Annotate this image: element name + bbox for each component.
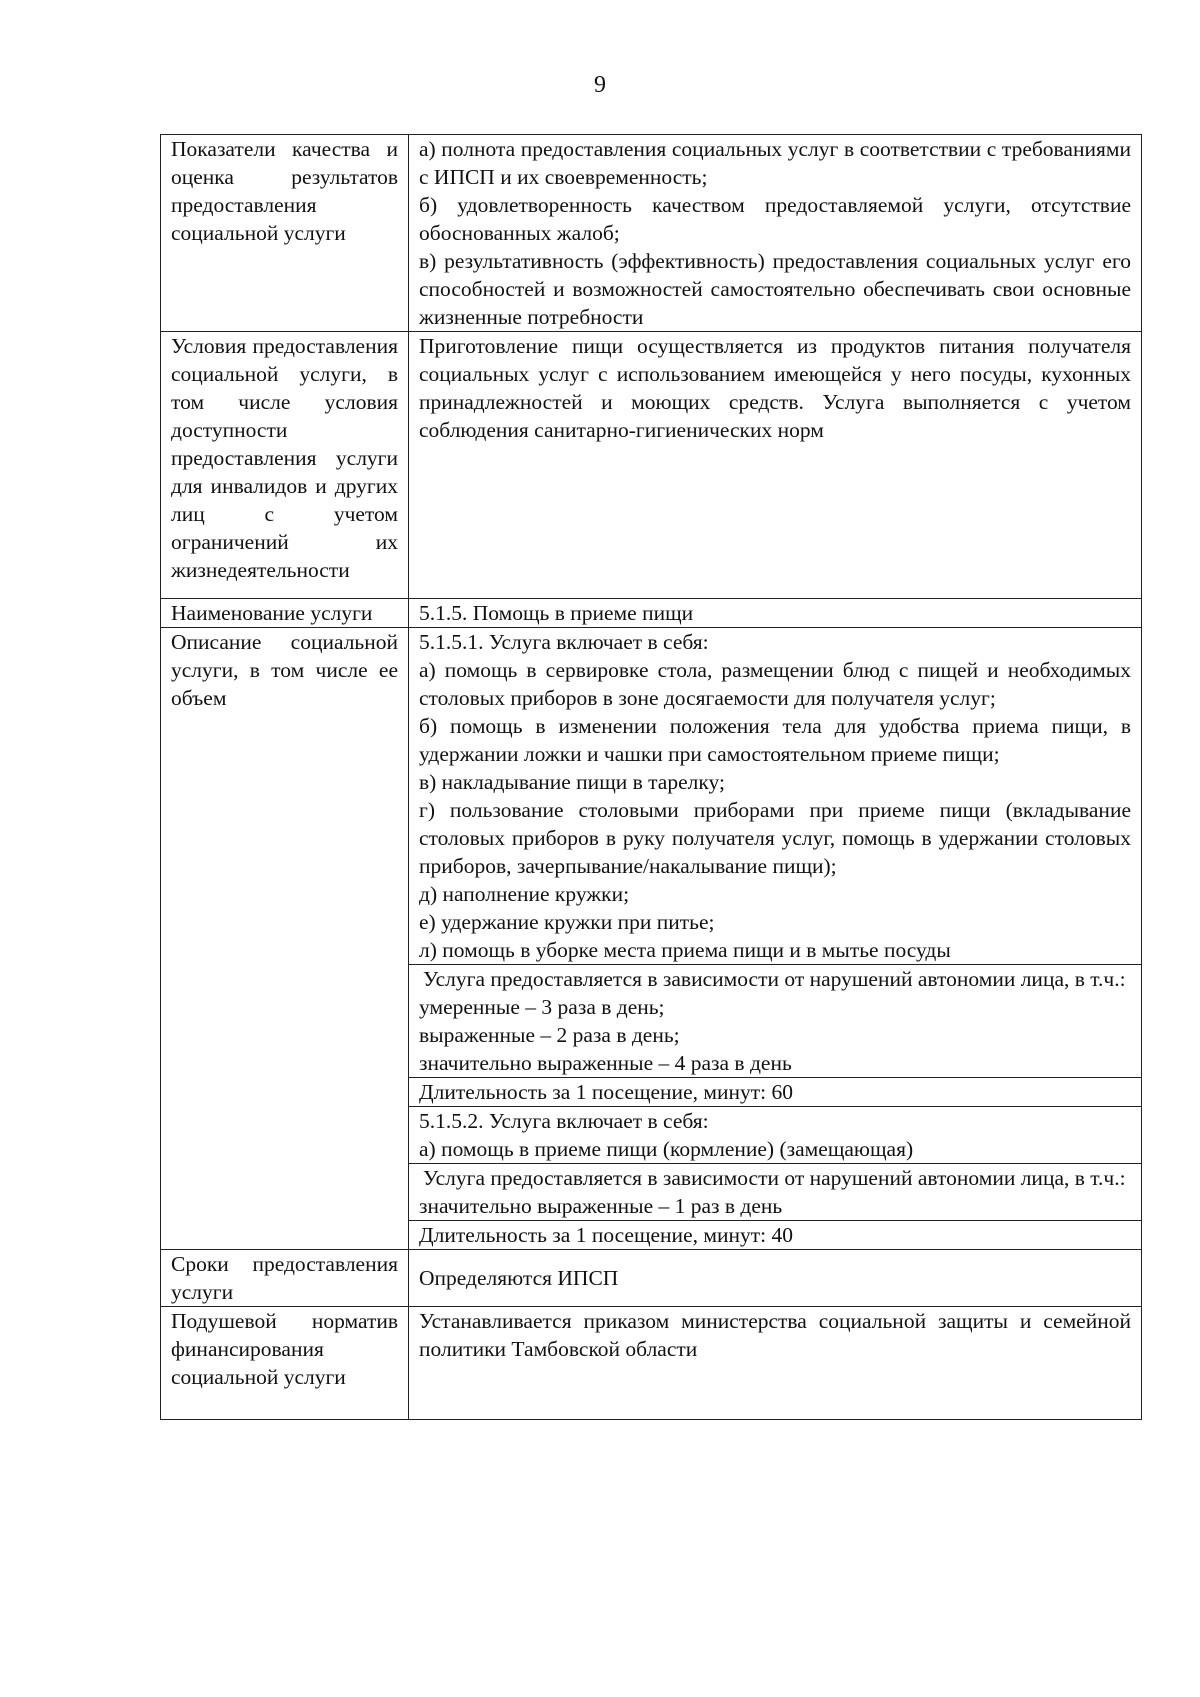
block2-item-a: а) помощь в приеме пищи (кормление) (замещающая) [419,1137,914,1161]
description-block2 [409,1107,1142,1164]
frequency1-intro: Услуга предоставляется в зависимости от нарушений автономии лица, в т.ч.: [423,967,1126,991]
frequency1-line-1: умеренные – 3 раза в день; [419,995,665,1019]
quality-label: Показатели качества и оценка результатов предоставления социальной услуги [161,135,409,332]
block1-item-d: д) наполнение кружки; [419,882,630,906]
conditions-content [409,332,1142,599]
financing-text: Устанавливается приказом министерства социальной защиты и семейной политики Тамбовской области [419,1309,1131,1361]
block1-item-e: е) удержание кружки при питье; [419,910,715,934]
block1-title: 5.1.5.1. Услуга включает в себя: [419,630,709,654]
quality-item-b: б) удовлетворенность качеством предоставляемой услуги, отсутствие обоснованных жалоб; [419,193,1131,245]
description-block1 [409,628,1142,965]
duration2: Длительность за 1 посещение, минут: 40 [409,1221,1142,1250]
conditions-label: Условия предоставления социальной услуги, в том числе условия доступности предоставления услуги для инвалидов и других лиц с учетом ограничений их жизнедеятельности [161,332,409,599]
frequency2 [409,1164,1142,1221]
quality-item-a: а) полнота предоставления социальных услуг в соответствии с требованиями с ИПСП и их своевременность; [419,137,1131,189]
service-name-value: 5.1.5. Помощь в приеме пищи [409,599,1142,628]
conditions-text: Приготовление пищи осуществляется из продуктов питания получателя социальных услуг с использованием имеющейся у него посуды, кухонных принадлежностей и моющих средств. Услуга выполняется с учетом соблюдения санитарно-гигиенических норм [419,334,1131,442]
duration1: Длительность за 1 посещение, минут: 60 [409,1078,1142,1107]
row-service-name [161,599,1142,628]
frequency1-line-3: значительно выраженные – 4 раза в день [419,1051,792,1075]
block2-title: 5.1.5.2. Услуга включает в себя: [419,1109,709,1133]
terms-label: Сроки предоставления услуги [161,1250,409,1307]
financing-value [409,1307,1142,1420]
service-standard-table [160,134,1142,1420]
terms-value: Определяются ИПСП [409,1250,1142,1307]
block1-item-a: а) помощь в сервировке стола, размещении блюд с пищей и необходимых столовых приборов в зоне досягаемости для получателя услуг; [419,658,1131,710]
description-label: Описание социальной услуги, в том числе ее объем [161,628,409,1250]
row-terms [161,1250,1142,1307]
row-financing [161,1307,1142,1420]
frequency1 [409,965,1142,1078]
quality-item-c: в) результативность (эффективность) предоставления социальных услуг его способностей и возможностей самостоятельно обеспечивать свои основные жизненные потребности [419,249,1131,329]
row-quality [161,135,1142,332]
quality-content [409,135,1142,332]
page-number: 9 [594,72,606,98]
frequency2-intro: Услуга предоставляется в зависимости от нарушений автономии лица, в т.ч.: [423,1166,1126,1190]
block1-item-g: г) пользование столовыми приборами при приеме пищи (вкладывание столовых приборов в руку получателя услуг, помощь в удержании столовых приборов, зачерпывание/накалывание пищи); [419,798,1131,878]
row-description-block1 [161,628,1142,965]
financing-label: Подушевой норматив финансирования социальной услуги [161,1307,409,1420]
block1-item-b: б) помощь в изменении положения тела для удобства приема пищи, в удержании ложки и чашки при самостоятельном приеме пищи; [419,714,1131,766]
block1-item-l: л) помощь в уборке места приема пищи и в мытье посуды [419,938,951,962]
block1-item-v: в) накладывание пищи в тарелку; [419,770,725,794]
row-conditions [161,332,1142,599]
frequency1-line-2: выраженные – 2 раза в день; [419,1023,680,1047]
frequency2-line-1: значительно выраженные – 1 раз в день [419,1194,783,1218]
service-name-label: Наименование услуги [161,599,409,628]
